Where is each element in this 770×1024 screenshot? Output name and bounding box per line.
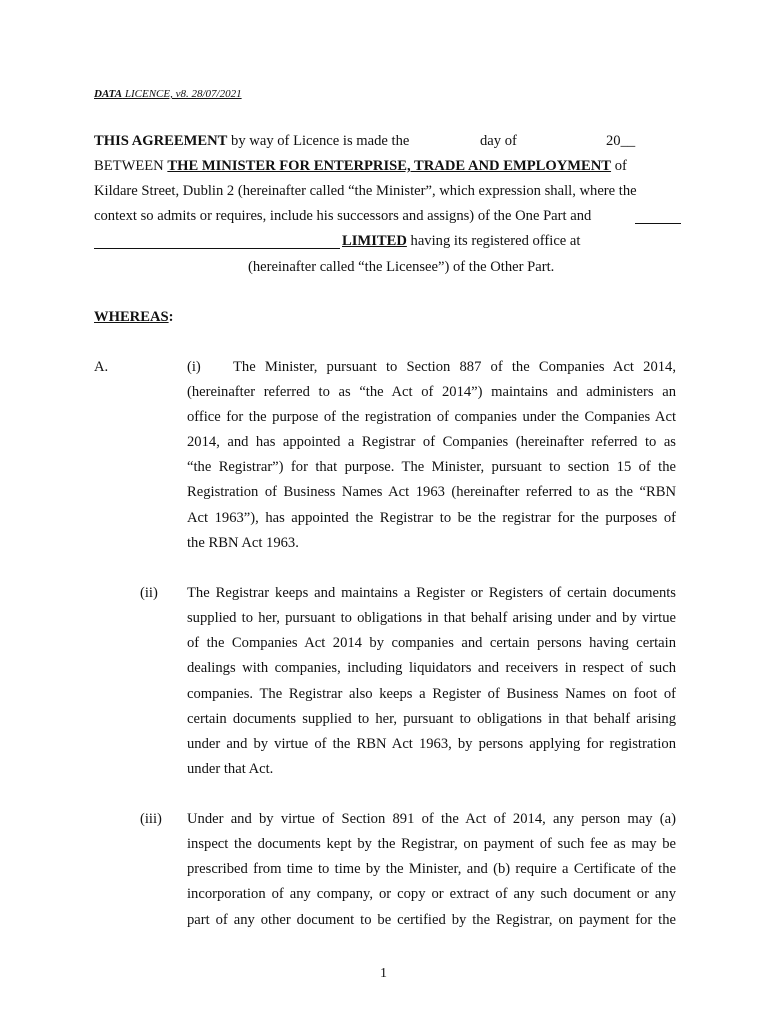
doc-label-bold: DATA (94, 88, 123, 100)
agreement-title: THIS AGREEMENT (94, 133, 228, 149)
item-ii-line: certain documents supplied to her, pursuant to obligations in that behalf arising (187, 711, 676, 727)
whereas-colon: : (168, 309, 174, 325)
item-iii-line: prescribed from time to time by the Minister, and (b) require a Certificate of the (187, 861, 676, 877)
intro-line-3: Kildare Street, Dublin 2 (hereinafter called “the Minister”, which expression shall, where the (94, 183, 637, 199)
item-i-line: Registration of Business Names Act 1963 (hereinafter referred to as the “RBN (187, 484, 676, 500)
document-version-label (94, 88, 242, 100)
party-blank-short (635, 211, 681, 224)
registered-office-text: having its registered office at (406, 233, 581, 249)
of-label: of (611, 158, 627, 174)
whereas-heading (94, 309, 173, 326)
item-i-line: office for the purpose of the registration of companies under the Companies Act (187, 409, 676, 425)
item-ii-line-last: under that Act. (187, 761, 274, 777)
item-i-line-1: The Minister, pursuant to Section 887 of the Companies Act 2014, (233, 359, 676, 375)
item-number: (ii) (140, 585, 158, 601)
item-iii-line: inspect the documents kept by the Registrar, on payment of such fee as may be (187, 836, 676, 852)
between-line (94, 158, 627, 175)
minister-party: THE MINISTER FOR ENTERPRISE, TRADE AND EMPLOYMENT (167, 158, 612, 174)
item-i-line-last: the RBN Act 1963. (187, 535, 299, 551)
licensee-name-blank (94, 236, 340, 249)
item-iii-line: incorporation of any company, or copy or extract of any such document or any (187, 886, 676, 902)
item-i-line: 2014, and has appointed a Registrar of Companies (hereinafter referred to as (187, 434, 676, 450)
licensee-line: (hereinafter called “the Licensee”) of the Other Part. (248, 259, 555, 275)
year-field: 20__ (606, 133, 636, 149)
intro-line-4-text: context so admits or requires, include his successors and assigns) of the One Part and (94, 208, 592, 224)
page-number: 1 (380, 966, 387, 981)
agreement-line (94, 133, 409, 150)
item-ii-line: of the Companies Act 2014 by companies and certain persons having certain (187, 635, 676, 651)
whereas-text: WHEREAS (94, 309, 169, 325)
intro-line-4 (94, 208, 591, 225)
doc-label-rest: LICENCE, v8. 28/07/2021 (122, 88, 242, 100)
item-i-line: “the Registrar”) for that purpose. The Minister, pursuant to section 15 of the (187, 459, 676, 475)
item-number: (iii) (140, 811, 162, 827)
item-number: (i) (187, 359, 201, 375)
item-ii-line: companies. The Registrar also keeps a Register of Business Names on foot of (187, 686, 676, 702)
item-ii-line: The Registrar keeps and maintains a Register or Registers of certain documents (187, 585, 676, 601)
limited-label: LIMITED (342, 233, 407, 249)
item-ii-line: dealings with companies, including liquidators and receivers in respect of such (187, 660, 676, 676)
item-ii-line: supplied to her, pursuant to obligations in that behalf arising under and by virtue (187, 610, 676, 626)
item-i-line: Act 1963”), has appointed the Registrar to be the registrar for the purposes of (187, 510, 676, 526)
day-of-label: day of (480, 133, 517, 149)
limited-line (342, 233, 580, 250)
item-ii-line: under and by virtue of the RBN Act 1963, by persons applying for registration (187, 736, 676, 752)
item-iii-line: Under and by virtue of Section 891 of the Act of 2014, any person may (a) (187, 811, 676, 827)
item-i-line: (hereinafter referred to as “the Act of 2014”) maintains and administers an (187, 384, 676, 400)
between-label: BETWEEN (94, 158, 168, 174)
agreement-text: by way of Licence is made the (227, 133, 410, 149)
section-a-letter: A. (94, 359, 109, 375)
item-iii-line: part of any other document to be certified by the Registrar, on payment for the (187, 912, 676, 928)
